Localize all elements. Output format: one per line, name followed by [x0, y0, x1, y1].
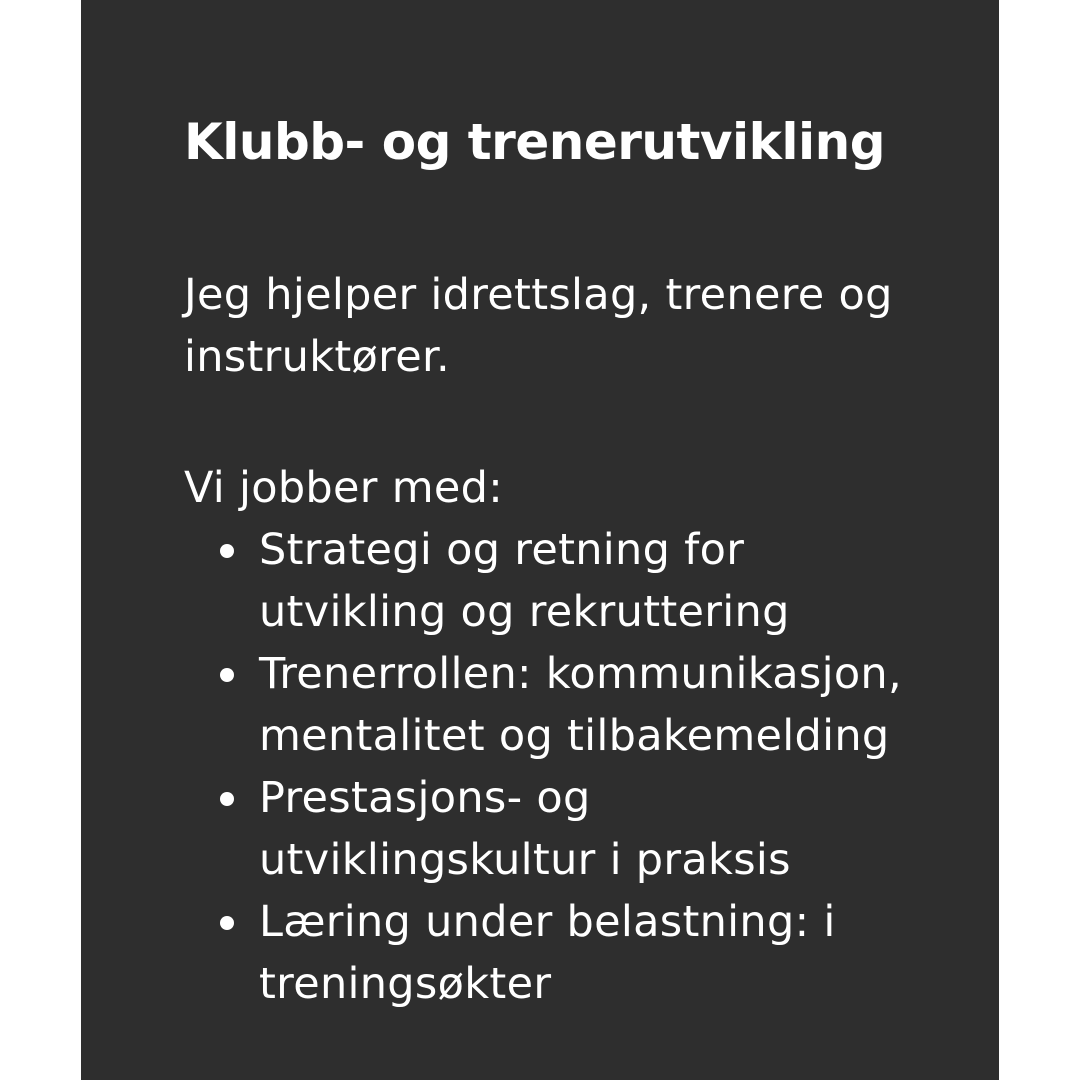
list-item-text: Strategi og retning for utvikling og rekruttering [259, 525, 790, 637]
list-item-text: Læring under belastning: i treningsøkter [259, 897, 836, 1009]
topics-list [259, 519, 939, 1015]
bullet-dot-icon [220, 544, 234, 558]
list-item [259, 643, 939, 767]
list-item [259, 891, 939, 1015]
list-item [259, 519, 939, 643]
list-intro: Vi jobber med: [184, 463, 504, 513]
list-item-text: Prestasjons- og utviklingskultur i praksis [259, 773, 791, 885]
bullet-dot-icon [220, 792, 234, 806]
intro-text: Jeg hjelper idrettslag, trenere og instruktører. [184, 270, 893, 382]
bullet-dot-icon [220, 916, 234, 930]
page-title: Klubb- og trenerutvikling [184, 113, 886, 171]
bullet-dot-icon [220, 668, 234, 682]
list-item-text: Trenerrollen: kommunikasjon, mentalitet og tilbakemelding [259, 649, 902, 761]
list-item [259, 767, 939, 891]
